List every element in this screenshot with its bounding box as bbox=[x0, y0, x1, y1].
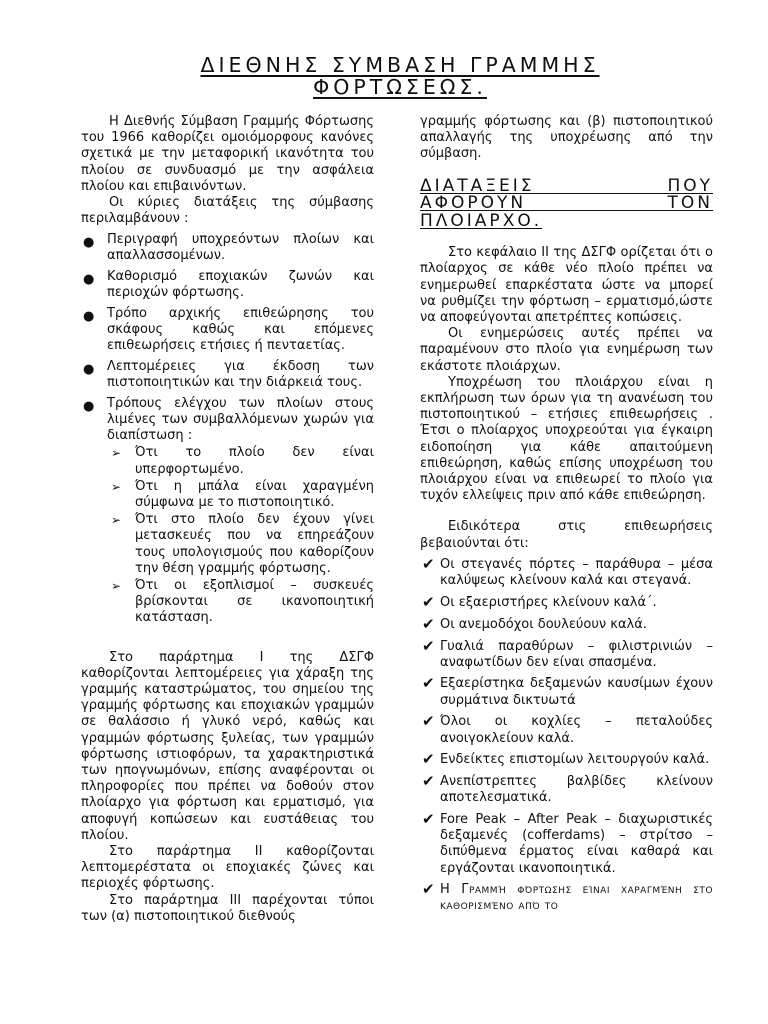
checkmark-icon: ✔ bbox=[422, 772, 435, 790]
list-item-text: Λεπτομέρειες για έκδοση των πιστοποιητικών και την διάρκειά τους. bbox=[107, 358, 374, 391]
checklist-item-text: Οι εξαεριστήρες κλείνουν καλά΄. bbox=[440, 595, 657, 611]
title-line-1: ΔΙΕΘΝΗΣ ΣΥΜΒΑΣΗ ΓΡΑΜΜΗΣ bbox=[200, 53, 600, 77]
heading-line-3: ΠΛΟΙΑΡΧΟ. bbox=[420, 210, 543, 231]
list-item-text: Τρόπο αρχικής επιθεώρησης του σκάφους καθώς και επόμενες επιθεωρήσεις ετήσιες ή πενταετίας. bbox=[107, 305, 374, 354]
sub-list-item-text: Ότι οι εξοπλισμοί – συσκευές βρίσκονται σε ικανοποιητική κατάσταση. bbox=[135, 577, 374, 626]
master-duty-paragraph: Υποχρέωση του πλοιάρχου είναι η εκπλήρωση των όρων για τη ανανέωση του πιστοποιητικού – ετήσιες επιθεωρήσεις . Έτσι ο πλοίαρχος υποχρεούται για έγκαιρη ειδοποίηση για κάθε απαιτούμενη επιθεώρηση, καθώς επίσης υποχρέωση του πλοιάρχου είναι να επιθεωρεί το πλοίο για τυχόν ελλείψεις πριν από κάθε επιθεώρηση. bbox=[420, 374, 713, 504]
sub-list-item bbox=[109, 578, 374, 627]
checklist-item-text: Ανεπίστρεπτες βαλβίδες κλείνουν αποτελεσματικά. bbox=[440, 774, 713, 806]
spacer bbox=[81, 627, 374, 650]
arrow-right-icon: ➢ bbox=[111, 479, 122, 494]
heading-line-1: ΔΙΑΤΑΞΕΙΣ ΠΟΥ bbox=[420, 175, 713, 196]
checkmark-icon: ✔ bbox=[422, 555, 435, 574]
checklist-item bbox=[420, 636, 713, 671]
checklist-item-text: Γυαλιά παραθύρων – φιλιστρινιών – αναφωτίδων δεν είναι σπασμένα. bbox=[440, 638, 713, 670]
checklist-item bbox=[420, 882, 713, 914]
checklist-item-text: Fore Peak – After Peak – διαχωριστικές δεξαμενές (cofferdams) – στρίτσο – διπύθμενα έρματος είναι καθαρά και εργάζονται ικανοποιητικά. bbox=[440, 811, 713, 876]
arrow-right-icon: ➢ bbox=[111, 446, 122, 461]
checkmark-icon: ✔ bbox=[422, 674, 435, 693]
checklist-item-text: Οι στεγανές πόρτες – παράθυρα – μέσα καλύψεως κλείνουν καλά και στεγανά. bbox=[440, 557, 713, 589]
intro-paragraph: Η Διεθνής Σύμβαση Γραμμής Φόρτωσης του 1966 καθορίζει ομοιόμορφους κανόνες σχετικά με την μεταφορική ικανότητα του πλοίου σε συνδυασμό με την ασφάλεια πλοίου και επιβαινόντων. bbox=[81, 114, 374, 194]
chapter-2-paragraph: Στο κεφάλαιο II της ΔΣΓΦ ορίζεται ότι ο πλοίαρχος σε κάθε νέο πλοίο πρέπει να ενημερωθεί επαρκέστατα ώστε να μπορεί να ρυθμίζει την φόρτωση – ερματισμό,ώστε να αποφεύγονται απετρέπτες κοπώσεις. bbox=[420, 245, 713, 325]
arrow-right-icon: ➢ bbox=[111, 578, 122, 593]
checklist-item bbox=[420, 774, 713, 806]
checklist-item-text: Ενδείκτες επιστομίων λειτουργούν καλά. bbox=[440, 752, 710, 768]
checkmark-icon: ✔ bbox=[422, 593, 435, 612]
checklist-item-text: Εξαερίστηκα δεξαμενών καυσίμων έχουν συρμάτινα δικτυωτά bbox=[440, 676, 713, 708]
list-item bbox=[81, 306, 374, 355]
bullet-icon: ● bbox=[83, 398, 95, 414]
checklist-item bbox=[420, 809, 713, 877]
inspections-intro: Ειδικότερα στις επιθεωρήσεις βεβαιούνται ότι: bbox=[420, 519, 713, 551]
checklist-item-text: Οι ανεμοδόχοι δουλεύουν καλά. bbox=[440, 616, 647, 632]
provisions-intro: Οι κύριες διατάξεις της σύμβασης περιλαμβάνουν : bbox=[81, 195, 374, 227]
arrow-right-icon: ➢ bbox=[111, 513, 122, 528]
inspection-checklist bbox=[420, 557, 713, 914]
checklist-item-text: Η Γραμμή φόρτωσης είναι χαραγμένη στο καθορισμένο από το bbox=[440, 882, 713, 914]
checklist-item bbox=[420, 676, 713, 708]
bullet-icon: ● bbox=[83, 308, 95, 324]
list-item-text: Τρόπους ελέγχου των πλοίων στους λιμένες των συμβαλλόμενων χωρών για διαπίστωση : bbox=[107, 395, 374, 444]
checklist-item bbox=[420, 714, 713, 746]
list-item-text: Περιγραφή υποχρεόντων πλοίων και απαλλασσομένων. bbox=[107, 231, 374, 264]
sub-list-item bbox=[109, 512, 374, 577]
annex-3-paragraph: Στο παράρτημα III παρέχονται τύποι των (α) πιστοποιητικού διεθνούς bbox=[81, 892, 374, 924]
page-title bbox=[80, 54, 720, 98]
provisions-list bbox=[81, 232, 374, 444]
checklist-item bbox=[420, 614, 713, 633]
bullet-icon: ● bbox=[83, 271, 95, 287]
section-heading bbox=[420, 175, 713, 231]
list-item bbox=[81, 396, 374, 445]
checklist-item-text: Όλοι οι κοχλίες – πεταλούδες ανοιγοκλείουν καλά. bbox=[440, 714, 713, 746]
checkmark-icon: ✔ bbox=[422, 636, 435, 655]
sub-list-item bbox=[109, 479, 374, 511]
left-column bbox=[81, 114, 374, 925]
annex-2-paragraph: Στο παράρτημα II καθορίζονται λεπτομερέστατα οι εποχιακές ζώνες και περιοχές φόρτωσης. bbox=[81, 844, 374, 892]
list-item bbox=[81, 232, 374, 264]
annex-1-paragraph: Στο παράρτημα I της ΔΣΓΦ καθορίζονται λεπτομέρειες για χάραξη της γραμμής καταστρώματος, του σημείου της γραμμής φόρτωσης και εποχιακών γραμμών σε θαλάσσιο ή γλυκό νερό, καθώς και γραμμών φόρτωσης ξυλείας, των γραμμών φόρτωσης ιστιοφόρων, τα χαρακτηριστικά των ηπογνωμόνων, επίσης αναφέρονται οι πληροφορίες που πρέπει να δοθούν στον πλοίαρχο για φόρτωση και ερματισμό, για αποφυγή κοπώσεων και ευστάθειας του πλοίου. bbox=[81, 649, 374, 843]
checklist-item bbox=[420, 752, 713, 768]
list-item-text: Καθορισμό εποχιακών ζωνών και περιοχών φόρτωσης. bbox=[107, 268, 374, 301]
bullet-icon: ● bbox=[83, 234, 95, 250]
briefings-paragraph: Οι ενημερώσεις αυτές πρέπει να παραμένουν στο πλοίο για ενημέρωση των εκάστοτε πλοιάρχων. bbox=[420, 326, 713, 374]
checkmark-icon: ✔ bbox=[422, 809, 435, 828]
heading-line-2: ΑΦΟΡΟΥΝ ΤΟΝ bbox=[420, 193, 713, 214]
spacer bbox=[420, 230, 713, 245]
list-item bbox=[81, 359, 374, 391]
sub-list-item-text: Ότι το πλοίο δεν είναι υπερφορτωμένο. bbox=[135, 445, 374, 477]
checklist-item bbox=[420, 557, 713, 589]
checkmark-icon: ✔ bbox=[422, 750, 435, 769]
right-column bbox=[420, 114, 713, 915]
spacer bbox=[420, 504, 713, 519]
inspection-sublist bbox=[109, 445, 374, 626]
title-line-2: ΦΟΡΤΩΣΕΩΣ. bbox=[313, 75, 487, 99]
sub-list-item-text: Ότι στο πλοίο δεν έχουν γίνει μετασκευές που να επηρεάζουν τους υπολογισμούς που καθορίζουν την θέση γραμμής φόρτωσης. bbox=[135, 512, 374, 576]
sub-list-item-text: Ότι η μπάλα είναι χαραγμένη σύμφωνα με το πιστοποιητικό. bbox=[135, 478, 374, 510]
checkmark-icon: ✔ bbox=[422, 712, 435, 731]
continuation-paragraph: γραμμής φόρτωσης και (β) πιστοποιητικού απαλλαγής της υποχρέωσης από την σύμβαση. bbox=[420, 114, 713, 162]
list-item bbox=[81, 269, 374, 301]
bullet-icon: ● bbox=[83, 361, 95, 377]
checkmark-icon: ✔ bbox=[422, 880, 435, 899]
sub-list-item bbox=[109, 445, 374, 477]
checkmark-icon: ✔ bbox=[422, 614, 435, 633]
checklist-item bbox=[420, 595, 713, 611]
